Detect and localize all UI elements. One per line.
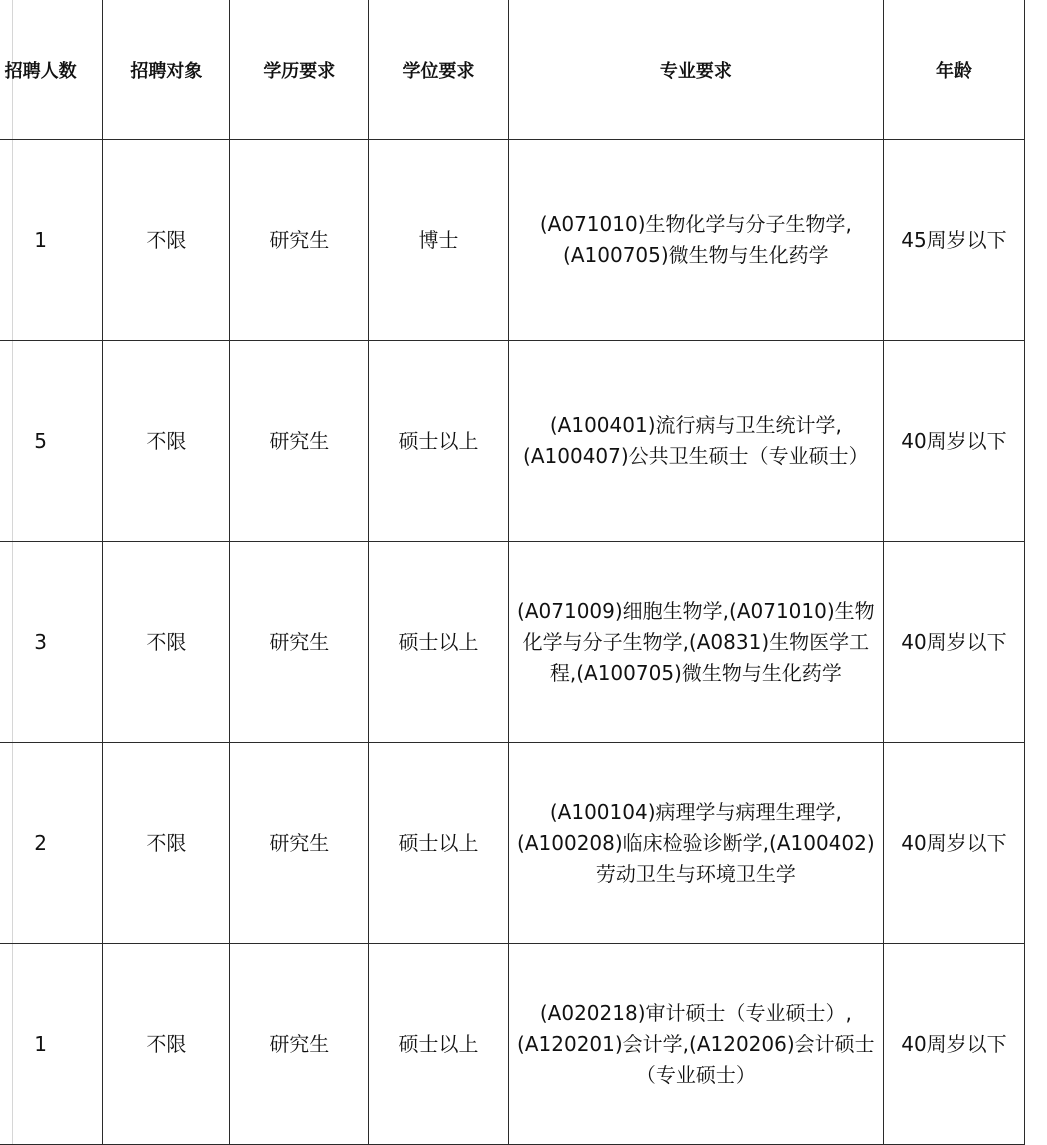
cell-education[interactable]: 研究生 xyxy=(230,944,369,1145)
header-degree[interactable]: 学位要求 xyxy=(369,0,509,140)
cell-major[interactable]: (A020218)审计硕士（专业硕士）,(A120201)会计学,(A120206)会计硕士（专业硕士） xyxy=(508,944,883,1145)
table-row xyxy=(0,944,1025,1145)
cell-degree[interactable]: 硕士以上 xyxy=(369,944,509,1145)
cell-age[interactable]: 40周岁以下 xyxy=(883,341,1024,542)
cell-age[interactable]: 45周岁以下 xyxy=(883,140,1024,341)
cell-target[interactable]: 不限 xyxy=(103,140,230,341)
cell-education[interactable]: 研究生 xyxy=(230,140,369,341)
cell-major[interactable]: (A071009)细胞生物学,(A071010)生物化学与分子生物学,(A0831)生物医学工程,(A100705)微生物与生化药学 xyxy=(508,542,883,743)
table-header-row xyxy=(0,0,1025,140)
cell-age[interactable]: 40周岁以下 xyxy=(883,542,1024,743)
cell-degree[interactable]: 硕士以上 xyxy=(369,542,509,743)
cell-target[interactable]: 不限 xyxy=(103,743,230,944)
header-target[interactable]: 招聘对象 xyxy=(103,0,230,140)
cell-degree[interactable]: 硕士以上 xyxy=(369,743,509,944)
cell-count[interactable]: 1 xyxy=(0,944,103,1145)
cell-count[interactable]: 1 xyxy=(0,140,103,341)
cell-major[interactable]: (A100401)流行病与卫生统计学,(A100407)公共卫生硕士（专业硕士） xyxy=(508,341,883,542)
cell-count[interactable]: 5 xyxy=(0,341,103,542)
cell-degree[interactable]: 硕士以上 xyxy=(369,341,509,542)
header-major[interactable]: 专业要求 xyxy=(508,0,883,140)
cell-degree[interactable]: 博士 xyxy=(369,140,509,341)
header-age[interactable]: 年龄 xyxy=(883,0,1024,140)
cell-count[interactable]: 2 xyxy=(0,743,103,944)
table-row xyxy=(0,140,1025,341)
header-education[interactable]: 学历要求 xyxy=(230,0,369,140)
cell-education[interactable]: 研究生 xyxy=(230,542,369,743)
table-row xyxy=(0,542,1025,743)
cell-age[interactable]: 40周岁以下 xyxy=(883,944,1024,1145)
table-row xyxy=(0,341,1025,542)
cell-target[interactable]: 不限 xyxy=(103,542,230,743)
header-count[interactable]: 招聘人数 xyxy=(0,0,103,140)
cell-age[interactable]: 40周岁以下 xyxy=(883,743,1024,944)
cell-target[interactable]: 不限 xyxy=(103,944,230,1145)
cell-major[interactable]: (A100104)病理学与病理生理学,(A100208)临床检验诊断学,(A100402)劳动卫生与环境卫生学 xyxy=(508,743,883,944)
cell-education[interactable]: 研究生 xyxy=(230,743,369,944)
cell-major[interactable]: (A071010)生物化学与分子生物学,(A100705)微生物与生化药学 xyxy=(508,140,883,341)
cell-count[interactable]: 3 xyxy=(0,542,103,743)
cell-education[interactable]: 研究生 xyxy=(230,341,369,542)
cell-target[interactable]: 不限 xyxy=(103,341,230,542)
table-row xyxy=(0,743,1025,944)
